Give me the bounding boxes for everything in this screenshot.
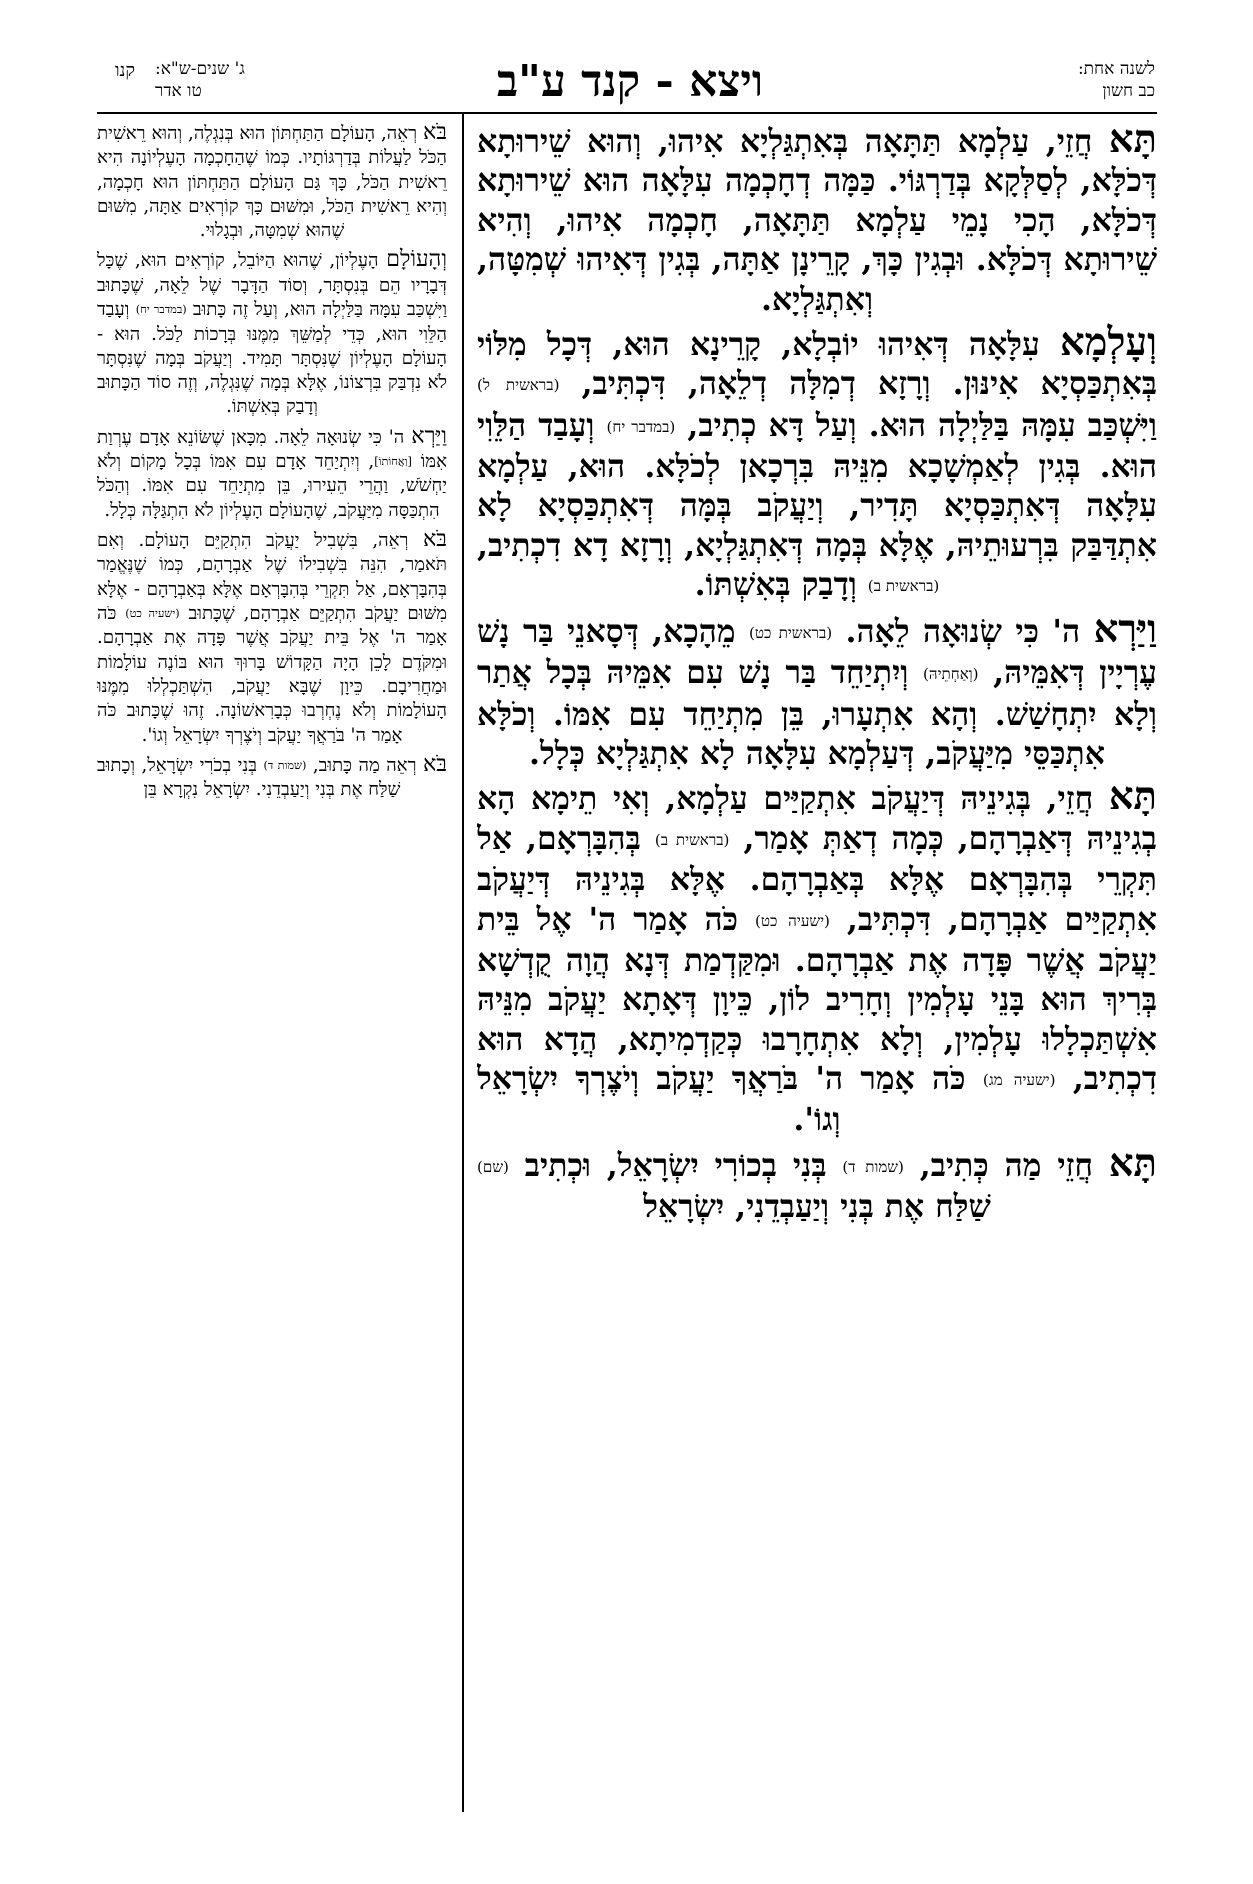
paragraph — [97, 247, 447, 419]
source-citation: (שמות ד) — [842, 1157, 904, 1176]
main-text-column — [477, 120, 1157, 1840]
paragraph-text: שַׁלַּח אֶת בְּנִי וְיַעַבְדֵנִי, יִשְׂרָאֵל — [643, 1187, 991, 1225]
source-citation: (בראשית כט) — [748, 624, 833, 643]
paragraph-lead-word: בֹּא — [422, 526, 447, 553]
paragraph-lead-word: תָּא — [1108, 774, 1157, 820]
paragraph-lead-word: וַיַּרְא — [411, 422, 447, 449]
source-citation: (ישעיה כט) — [125, 606, 180, 620]
header-right-line1: לשנה אחת: — [1077, 59, 1155, 79]
header-divider — [97, 112, 1157, 114]
header-date-right — [965, 58, 1155, 118]
paragraph-text: רְאֵה מַה כָּתוּב, — [306, 754, 423, 776]
paragraph-text: , וְיִתְיַחֵד אָדָם עִם אִמּוֹ בְּכָל מָקוֹם וְלֹא יַחְשֹׁשׁ, וַהֲרֵי הֵעִירוּ, בֵּן מִתְיַחֵד עִם אִמּוֹ. וְהַכֹּל הִתְכַּסָּה מִיַּעֲקֹב, שֶׁהָעוֹלָם הָעֶלְיוֹן לֹא הִתְגַּלָּה כְּלָל. — [97, 451, 447, 521]
paragraph-text: וְעָבַד הַלֵּוִי הוּא, כְּדֵי לְמַשֵּׁךְ מִמֶּנּוּ בְּרָכוֹת לַכֹּל. הוּא - הָעוֹלָם הָעֶלְיוֹן שֶׁנִּסְתָּר תָּמִיד. וְיַעֲקֹב בְּמָה שֶׁנִּסְתָּר לֹא נִדְבַּק בִּרְצוֹנוֹ, אֶלָּא בְּמָה שֶׁנִּגְלֶה, וְזֶה סוֹד הַכָּתוּב וְדָבַק בְּאִשְׁתּוֹ. — [97, 299, 447, 418]
source-citation: (שם) — [477, 1157, 509, 1176]
paragraph-text: כֹּה אָמַר ה' אֶל בֵּית יַעֲקֹב אֲשֶׁר פָּדָה אֶת אַבְרָהָם. וּמִקַּדְמַת דְּנָא הֲוָה קֻדְשָׁא בְּרִיךְ הוּא בָּנֵי עָלְמִין וְחָרִיב לוֹן, כֵּיוָן דְּאָתָא יַעֲקֹב מִנֵּיהּ אִשְׁתַּכְלָלוּ עָלְמִין, וְלָא אִתְחָרָבוּ כְּקַדְמִיתָא, הֲדָא הוּא דִכְתִיב, — [477, 900, 1157, 1097]
paragraph-text: בְּנִי בְכֹרִי יִשְׂרָאֵל, וְכָתוּב שַׁלַּח אֶת בְּנִי וְיַעַבְדֵנִי. יִשְׂרָאֵל נִקְרָא בֵּן — [97, 754, 401, 801]
source-citation: [וַאֲחוֹתוֹ] — [374, 455, 412, 469]
paragraph-lead-word: וַיַּרְא — [1093, 607, 1157, 653]
paragraph-text: בְּהִבָּרְאָם, אַל תִּקְרֵי בְּהִבָּרְאָם אֶלָּא בְּאַבְרָהָם. אֶלָּא בְּגִינֵיהּ דְּיַעֲקֹב אִתְקַיַּים אַבְרָהָם, דִּכְתִּיב, — [477, 819, 1157, 938]
paragraph — [97, 120, 447, 243]
paragraph-text: בְּנִי בְכוֹרִי יִשְׂרָאֵל, וּכְתִיב — [508, 1146, 843, 1184]
source-citation: (וְאַחְתֵיהּ) — [923, 665, 979, 684]
paragraph — [477, 607, 1157, 773]
column-divider — [462, 112, 464, 1812]
paragraph-text: וְיִתְיַחֵד בַּר נָשׁ עִם אִמֵּיהּ בְּכָל אֲתַר וְלָא יִתְחָשַׁשׁ. וְהָא אִתְעָרוּ, בֵּן מִתְיַחֵד עִם אִמּוֹ. וְכֹלָּא אִתְכַּסֵּי מִיַּעֲקֹב, דְּעַלְמָא עִלָּאָה לָא אִתְגַּלְיָא כְּלָל. — [477, 654, 1157, 773]
paragraph-text: הָעֶלְיוֹן, שֶׁהוּא הַיּוֹבֵל, קוֹרְאִים הוּא, שֶׁכָּל דְּבָרָיו הֵם בְּנִסְתָּר, וְסוֹד הַדָּבָר שֶׁל לֵאָה, שֶׁכָּתוּב וַיִּשְׁכַּב עִמָּהּ בַּלַּיְלָה הוּא, וְעַל זֶה כָּתוּב — [97, 250, 447, 321]
header-right-line2: כב חשון — [1102, 81, 1155, 101]
source-citation: (ישעיה מג) — [982, 1070, 1056, 1089]
paragraph-lead-word: וְעָלְמָא — [1060, 320, 1157, 366]
paragraph — [477, 774, 1157, 1139]
source-citation: (שמות ד) — [263, 758, 307, 772]
paragraph — [97, 424, 447, 523]
paragraph-text: וַיִּשְׁכַּב עִמָּהּ בַּלַּיְלָה הוּא. וְעַל דָּא כְתִיב, — [675, 406, 1157, 444]
paragraph-text: וְדָבַק בְּאִשְׁתּוֹ. — [694, 566, 868, 604]
source-citation: (בראשית ב) — [867, 576, 940, 595]
paragraph-lead-word: בֹּא — [422, 120, 447, 145]
paragraph-lead-word: תָּא — [1108, 1140, 1157, 1186]
page-title: ויצא - קנד ע"ב — [496, 56, 764, 107]
page-number: קנו — [114, 60, 136, 81]
source-citation: (בראשית ב) — [654, 830, 730, 849]
paragraph-text: חֲזֵי, בְּגִינֵיהּ דְּיַעֲקֹב אִתְקַיַּים עַלְמָא, וְאִי תֵימָא הָא בְגִינֵיהּ דְּאַבְרָהָם, כְּמָה דְאַתְּ אָמַר, — [477, 780, 1157, 857]
paragraph-text: חֲזֵי מַה כְּתִיב, — [903, 1146, 1109, 1184]
paragraph-text: מֵהָכָא, דְּסָאנֵי בַּר נָשׁ עֶרְיָין דְּאִמֵּיהּ, — [477, 613, 1157, 692]
header-left-line1: ג' שנים-ש"א: — [155, 59, 245, 79]
source-citation: (במדבר יח) — [135, 303, 187, 317]
header-date-left — [155, 58, 325, 118]
paragraph-text: חֲזֵי, עַלְמָא תַּתָּאָה בְּאִתְגַּלְיָא אִיהוּ, וְהוּא שֵׁירוּתָא דְּכֹלָּא, לְסַלְּקָא בְּדַרְגּוֹי. כַּמָּה דְחָכְמָה עִלָּאָה הוּא שֵׁירוּתָא דְּכֹלָּא, הָכִי נָמֵי עַלְמָא תַּתָּאָה, חָכְמָה אִיהוּ, וְהִיא שֵׁירוּתָא דְּכֹלָּא. וּבְגִין כָּךְ, קָרֵינָן אַתָּה, בְּגִין דְּאִיהוּ שְׁמִטָּה, וְאִתְגַּלְיָא. — [477, 123, 1157, 318]
paragraph-text: רְאֵה, הָעוֹלָם הַתַּחְתּוֹן הוּא בְּנִגְלֶה, וְהוּא רֵאשִׁית הַכֹּל לַעֲלוֹת בְּדַרְגּוֹתָיו. כְּמוֹ שֶׁהַחָכְמָה הָעֶלְיוֹנָה הִיא רֵאשִׁית הַכֹּל, כָּךְ גַּם הָעוֹלָם הַתַּחְתּוֹן הוּא חָכְמָה, וְהִיא רֵאשִׁית הַכֹּל, וּמִשּׁוּם כָּךְ קוֹרְאִים אַתָּה, מִשּׁוּם שֶׁהוּא שְׁמִטָּה, וּבְגָלוּי. — [97, 123, 447, 242]
translation-column — [97, 120, 447, 1840]
source-citation: (בראשית ל) — [477, 376, 560, 395]
paragraph-text: ה' כִּי שְׂנוּאָה לֵאָה. — [832, 613, 1094, 651]
paragraph — [97, 527, 447, 748]
source-citation: (ישעיה כט) — [754, 911, 830, 930]
source-citation: (במדבר יח) — [606, 417, 676, 436]
header-left-line2: טו אדר — [155, 81, 202, 101]
paragraph-text: רְאֵה, בִּשְׁבִיל יַעֲקֹב הִתְקַיֵּם הָעוֹלָם. וְאִם תֹּאמַר, הִנֵּה בִּשְׁבִילוֹ שֶׁל אַבְרָהָם, כְּמוֹ שֶׁנֶּאֱמַר בְּהִבָּרְאָם, אַל תִּקְרֵי בְּהִבָּרְאָם אֶלָּא בְּאַבְרָהָם - אֶלָּא מִשּׁוּם יַעֲקֹב הִתְקַיֵּם אַבְרָהָם, שֶׁכָּתוּב — [97, 530, 447, 625]
paragraph-text: עִלָּאָה דְּאִיהוּ יוֹבְלָא, קָרֵינָא הוּא, דְּכָל מִלּוֹי בְּאִתְכַּסְיָא אִינּוּן. וְרָזָא דְמִלָּה דְלֵאָה, דִּכְתִּיב, — [477, 326, 1157, 403]
paragraph — [477, 120, 1157, 319]
paragraph-text: כֹּה אָמַר ה' אֶל בֵּית יַעֲקֹב אֲשֶׁר פָּדָה אֶת אַבְרָהָם. וּמִקֹּדֶם לָכֵן הָיָה הַקָּדוֹשׁ בָּרוּךְ הוּא בּוֹנֶה עוֹלָמוֹת וּמַחֲרִיבָם. כֵּיוָן שֶׁבָּא יַעֲקֹב, הִשְׁתַּכְלְלוּ מִמֶּנּוּ הָעוֹלָמוֹת וְלֹא נֶחְרְבוּ כְּבָרִאשׁוֹנָה. זֶהוּ שֶׁכָּתוּב כֹּה אָמַר ה' בֹּרַאֲךָ יַעֲקֹב וְיֹצֶרְךָ יִשְׂרָאֵל וְגוֹ'. — [97, 603, 447, 746]
paragraph-lead-word: בֹּא — [422, 750, 447, 777]
paragraph — [477, 320, 1157, 606]
paragraph-lead-word: וְהָעוֹלָם — [386, 246, 447, 273]
paragraph — [97, 752, 447, 803]
paragraph — [477, 1140, 1157, 1227]
paragraph-text: וְעָבַד הַלֵּוִי הוּא. בְּגִין לְאַמְשָׁכָא מִנֵּיהּ בִּרְכָאן לְכֹלָּא. הוּא, עַלְמָא עִלָּאָה דְּאִתְכַּסְיָא תָּדִיר, וְיַעֲקֹב בְּמָּה דְּאִתְכַּסְיָא לָא אִתְדַּבַּק בִּרְעוּתֵיהּ, אֶלָּא בְּמָה דְּאִתְגַּלְיָא, וְרָזָא דָא דִכְתִיב, — [477, 406, 1157, 564]
paragraph-text: ה' כִּי שְׂנוּאָה לֵאָה. מִכָּאן שֶׁשּׂוֹנֵא אָדָם עֶרְוַת אִמּוֹ — [97, 426, 447, 473]
paragraph-text: כֹּה אָמַר ה' בֹּרַאֲךָ יַעֲקֹב וְיֹצֶרְךָ יִשְׂרָאֵל וְגוֹ'. — [477, 1059, 983, 1139]
paragraph-lead-word: תָּא — [1108, 120, 1157, 162]
